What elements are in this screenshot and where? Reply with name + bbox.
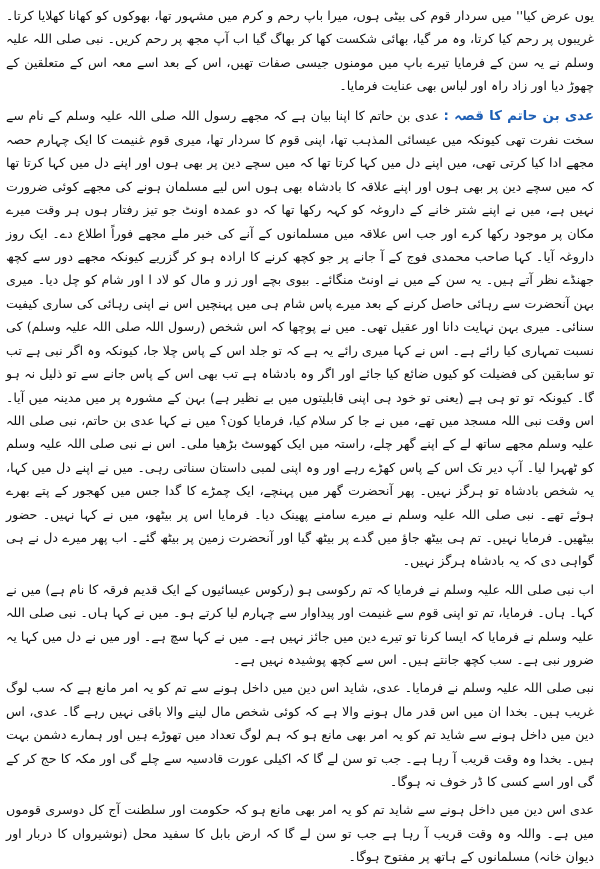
section-heading: عدی بن حاتم کا قصہ : [443,108,594,124]
story-body: عدی بن حاتم کا اپنا بیان ہے کہ مجھے رسول اللہ صلی اللہ علیہ وسلم کے نام سے سخت نفرت تھی کیونکہ میں عیسائی المذہب تھا، اپنی قوم کا سردار تھا، میری قوم غنیمت کا ایک چہارم حصہ مجھے ادا کیا کرتی تھی، میں اپنے دل میں کہا کرتا تھا کہ میں سچے دین پر بھی ہوں اور اپنے دل میں کہا کرتا تھا کہ میں سچے دین پر بھی ہوں اور اپنے علاقہ کا بادشاہ بھی ہوں اس لیے مسلمان ہونے کی مجھے کوئی ضرورت نہیں ہے، میں نے اپنے شتر خانے کے داروغہ کو کہہ رکھا تھا کہ دو عمدہ اونٹ جو تیز رفتار ہوں ہر وقت میرے مکان پر موجود رکھا کرے اور جب اس علاقہ میں مسلمانوں کے آنے کی خبر ملے مجھے فوراً اطلاع دے۔ ایک روز داروغہ آیا۔ کہا صاحب محمدی فوج کے آ جانے پر جو کچھ کرنے کا ارادہ ہو کر گزریے کیونکہ مجھے دور سے کچھ جھنڈے نظر آتے ہیں۔ یہ سن کے میں نے اونٹ منگائے۔ بیوی بچے اور زر و مال کو لاد ا اور شام کو چل دیا۔ میری بہن آنحضرت سے رہائی حاصل کرنے کے بعد میرے پاس شام ہی میں پہنچیں اس نے اپنی رہائی کی ساری کیفیت سنائی۔ میری بہن نہایت دانا اور عقیل تھی۔ میں نے پوچھا کہ اس شخص (رسول اللہ صلی اللہ علیہ وسلم) کی نسبت تمہاری کیا رائے ہے۔ اس نے کہا میری رائے یہ ہے کہ تو جلد اس کے پاس چلا جا، کیونکہ وہ اگر نبی ہے تب تو سابقین کی فضیلت کو کیوں ضائع کیا جائے اور اگر وہ بادشاہ ہے تب بھی اس کے پاس جانے سے تو ذلیل نہ ہو گا۔ کیونکہ تو تو ہی ہے (یعنی تو خود ہی اپنی قابلیتوں میں بے نظیر ہے) بہن کے مشورہ پر میں مدینہ میں آیا۔ اس وقت نبی اللہ مسجد میں تھے، میں نے جا کر سلام کیا، فرمایا کون؟ میں نے کہا عدی بن حاتم، نبی صلی اللہ علیہ وسلم مجھے ساتھ لے کے اپنے گھر چلے، راستہ میں ایک کھوسٹ بڑھیا ملی۔ اس نے نبی صلی اللہ علیہ وسلم کو ٹھہرا لیا۔ آپ دیر تک اس کے پاس کھڑے رہے اور وہ اپنی لمبی داستان سناتی رہی۔ میں نے اپنے دل میں کہا، یہ شخص بادشاہ تو ہرگز نہیں۔ پھر آنحضرت گھر میں پہنچے، ایک چمڑے کا گدا جس میں کھجور کے پتے بھرے ہوئے تھے۔ نبی صلی اللہ علیہ وسلم نے میرے سامنے پھینک دیا۔ فرمایا اس پر بیٹھو، میں نے کہا نہیں۔ حضور بیٹھیں۔ فرمایا نہیں۔ تم ہی بیٹھ جاؤ میں گدے پر بیٹھ گیا اور آنحضرت زمین پر بیٹھ گئے۔ اب پھر میرے دل نے ہی گواہی دی کہ یہ بادشاہ ہرگز نہیں۔ [6,107,594,569]
paragraph-wealth-prophecy: نبی صلی اللہ علیہ وسلم نے فرمایا۔ عدی، شاید اس دین میں داخل ہونے سے تم کو یہ امر مانع ہے کہ سب لوگ غریب ہیں۔ بخدا ان میں اس قدر مال ہونے والا ہے کہ کوئی شخص مال لینے والا باقی نہیں رہے گا۔ عدی، اس دین میں داخل ہونے سے شاید تم کو یہ امر بھی مانع ہو کہ ہم لوگ تعداد میں تھوڑے ہیں اور ہمارے دشمن بہت ہیں۔ بخدا وہ وقت قریب آ رہا ہے۔ جب تو سن لے گا کہ اکیلی عورت قادسیہ سے چلے گی اور مکہ کا حج کر کے گی اور اسے کسی کا ڈر خوف نہ ہوگا۔ [6,680,594,789]
document-page [6,4,594,869]
story-paragraph [6,104,594,573]
paragraph-kingdom-prophecy: عدی اس دین میں داخل ہونے سے شاید تم کو یہ امر بھی مانع ہو کہ حکومت اور سلطنت آج کل دوسری قوموں میں ہے۔ واللہ وہ وقت قریب آ رہا ہے جب تو سن لے گا کہ ارض بابل کا سفید محل (نوشیرواں کا دربار اور دیوان خانہ) مسلمانوں کے ہاتھ پر مفتوح ہوگا۔ [6,802,594,865]
paragraph-rakusi: اب نبی صلی اللہ علیہ وسلم نے فرمایا کہ تم رکوسی ہو (رکوس عیسائیوں کے ایک قدیم فرقہ کا نام ہے) میں نے کہا۔ ہاں۔ فرمایا، تم تو اپنی قوم سے غنیمت اور پیداوار سے چہارم لیا کرتے ہو۔ میں نے کہا ہاں۔ نبی صلی اللہ علیہ وسلم نے فرمایا کہ ایسا کرنا تو تیرے دین میں جائز نہیں ہے۔ میں نے کہا سچ ہے۔ اور میں نے دل میں کہا یہ ضرور نبی ہے۔ سب کچھ جانتے ہیں۔ اس سے کچھ پوشیدہ نہیں ہے۔ [6,581,594,667]
intro-paragraph: یوں عرض کیا'' میں سردار قوم کی بیٹی ہوں، میرا باپ رحم و کرم میں مشہور تھا، بھوکوں کو کھانا کھلایا کرتا۔ غریبوں پر رحم کیا کرتا، وہ مر گیا، بھائی شکست کھا کر بھاگ گیا اب آپ مجھ پر رحم کریں۔ نبی صلی اللہ علیہ وسلم نے یہ سن کے فرمایا تیرے باپ میں مومنوں جیسی صفات تھیں، اس کے بعد اسے معہ اس کے متعلقین کے چھوڑ دیا اور زاد راہ اور لباس بھی عنایت فرمایا۔ [6,8,594,94]
